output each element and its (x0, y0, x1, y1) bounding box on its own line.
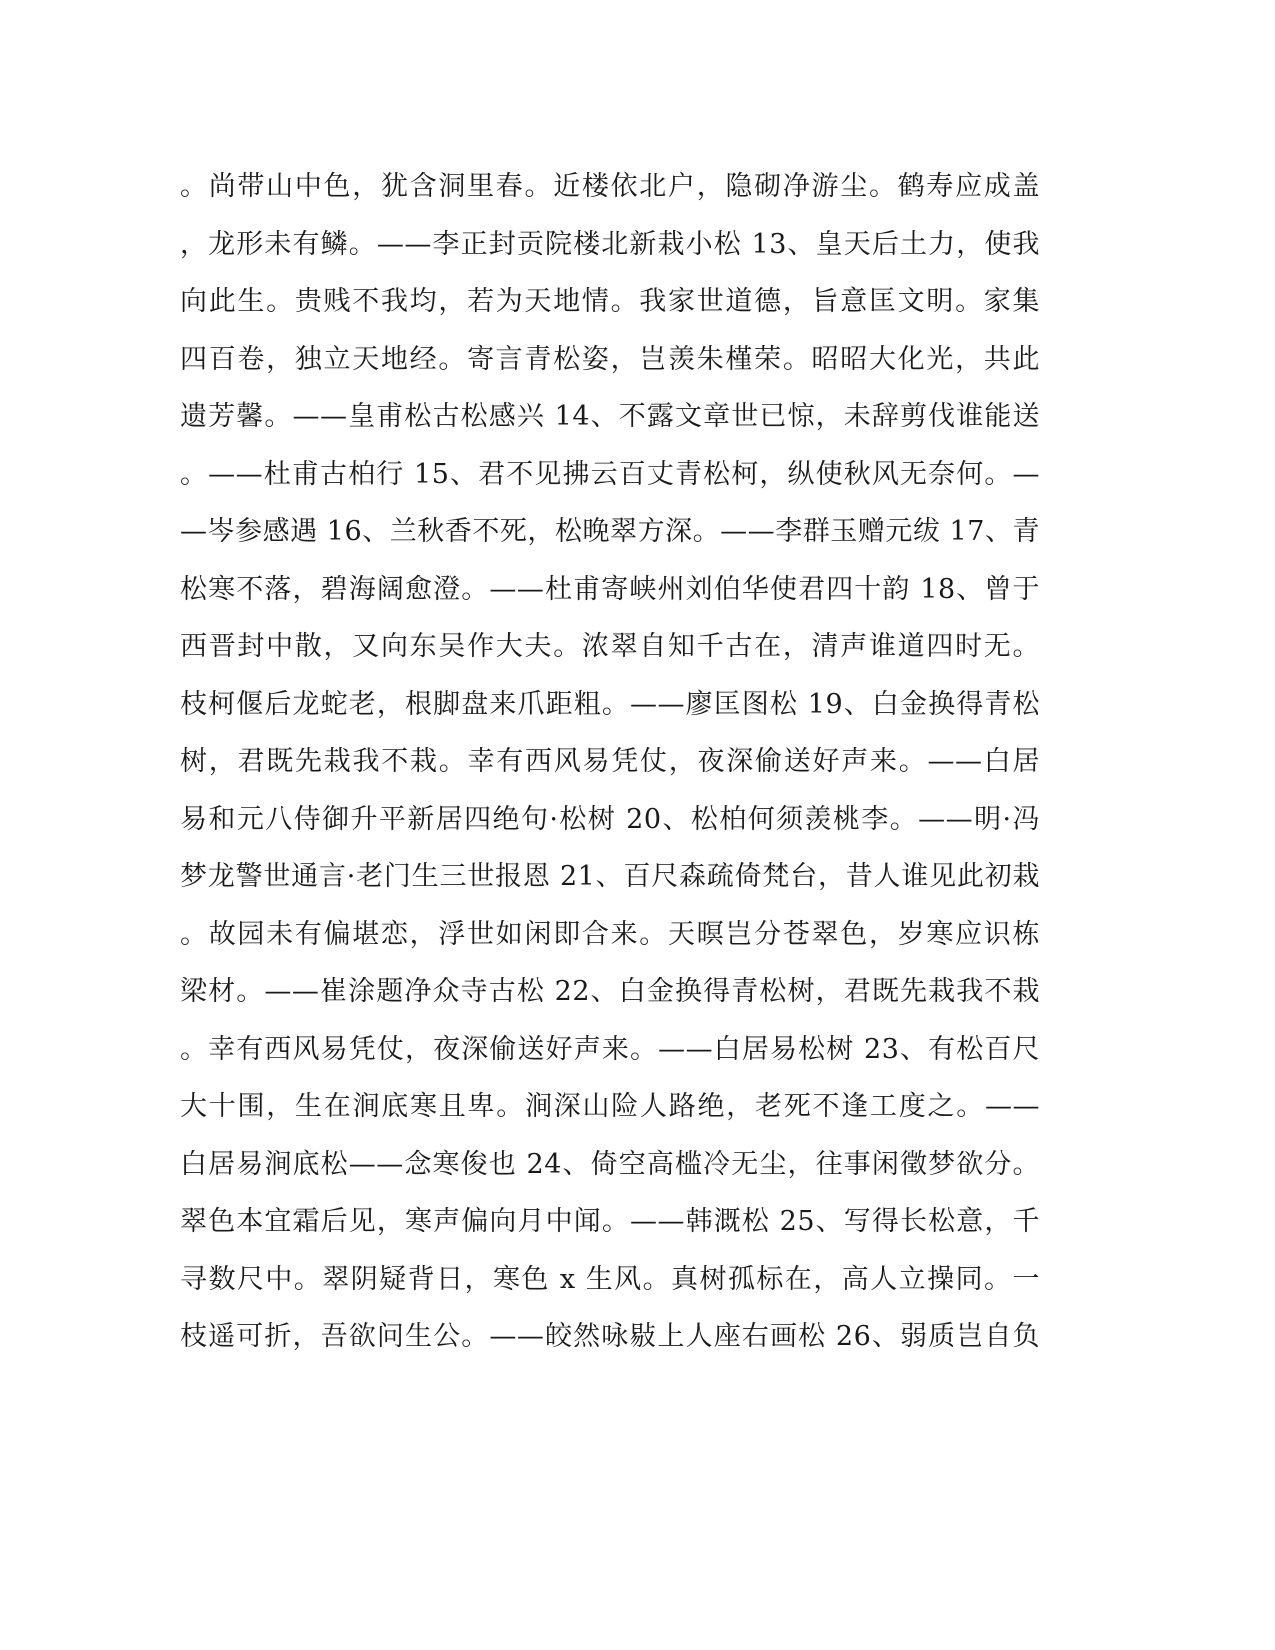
text-line: 。故园未有偏堪恋，浮世如闲即合来。天暝岂分苍翠色，岁寒应识栋 (180, 918, 1040, 950)
text-line: —岑参感遇 16、兰秋香不死，松晚翠方深。——李群玉赠元绂 17、青 (180, 516, 1040, 547)
text-line: 向此生。贵贱不我均，若为天地情。我家世道德，旨意匡文明。家集 (180, 286, 1040, 317)
text-line: 寻数尺中。翠阴疑背日，寒色 x 生风。真树孤标在，高人立操同。一 (180, 1263, 1040, 1295)
text-line: 。尚带山中色，犹含洞里春。近楼依北户，隐砌净游尘。鹤寿应成盖 (180, 171, 1040, 202)
text-line: 遗芳馨。——皇甫松古松感兴 14、不露文章世已惊，未辞剪伐谁能送 (180, 401, 1040, 432)
text-line: 松寒不落，碧海阔愈澄。——杜甫寄峡州刘伯华使君四十韵 18、曾于 (180, 573, 1040, 605)
text-line: 。幸有西风易凭仗，夜深偷送好声来。——白居易松树 23、有松百尺 (180, 1033, 1040, 1065)
text-line: 枝柯偃后龙蛇老，根脚盘来爪距粗。——廖匡图松 19、白金换得青松 (180, 688, 1040, 720)
text-line: ，龙形未有鳞。——李正封贡院楼北新栽小松 13、皇天后土力，使我 (180, 228, 1040, 260)
text-line: 。——杜甫古柏行 15、君不见拂云百丈青松柯，纵使秋风无奈何。— (180, 458, 1040, 490)
text-line: 四百卷，独立天地经。寄言青松姿，岂羡朱槿荣。昭昭大化光，共此 (180, 343, 1040, 375)
text-line: 易和元八侍御升平新居四绝句·松树 20、松柏何须羡桃李。——明·冯 (180, 803, 1040, 835)
text-line: 梦龙警世通言·老门生三世报恩 21、百尺森疏倚梵台，昔人谁见此初栽 (180, 861, 1040, 892)
text-line: 西晋封中散，又向东吴作大夫。浓翠自知千古在，清声谁道四时无。 (180, 631, 1040, 662)
text-line: 白居易涧底松——念寒俊也 24、倚空高槛冷无尘，往事闲徵梦欲分。 (180, 1148, 1040, 1180)
text-line: 枝遥可折，吾欲问生公。——皎然咏敡上人座右画松 26、弱质岂自负 (180, 1321, 1040, 1352)
document-body (180, 158, 1040, 1366)
text-line: 树，君既先栽我不栽。幸有西风易凭仗，夜深偷送好声来。——白居 (180, 746, 1040, 777)
text-line: 翠色本宜霜后见，寒声偏向月中闻。——韩溉松 25、写得长松意，千 (180, 1206, 1040, 1237)
text-line: 大十围，生在涧底寒且卑。涧深山险人路绝，老死不逢工度之。—— (180, 1091, 1040, 1122)
text-line: 梁材。——崔涂题净众寺古松 22、白金换得青松树，君既先栽我不栽 (180, 976, 1040, 1007)
